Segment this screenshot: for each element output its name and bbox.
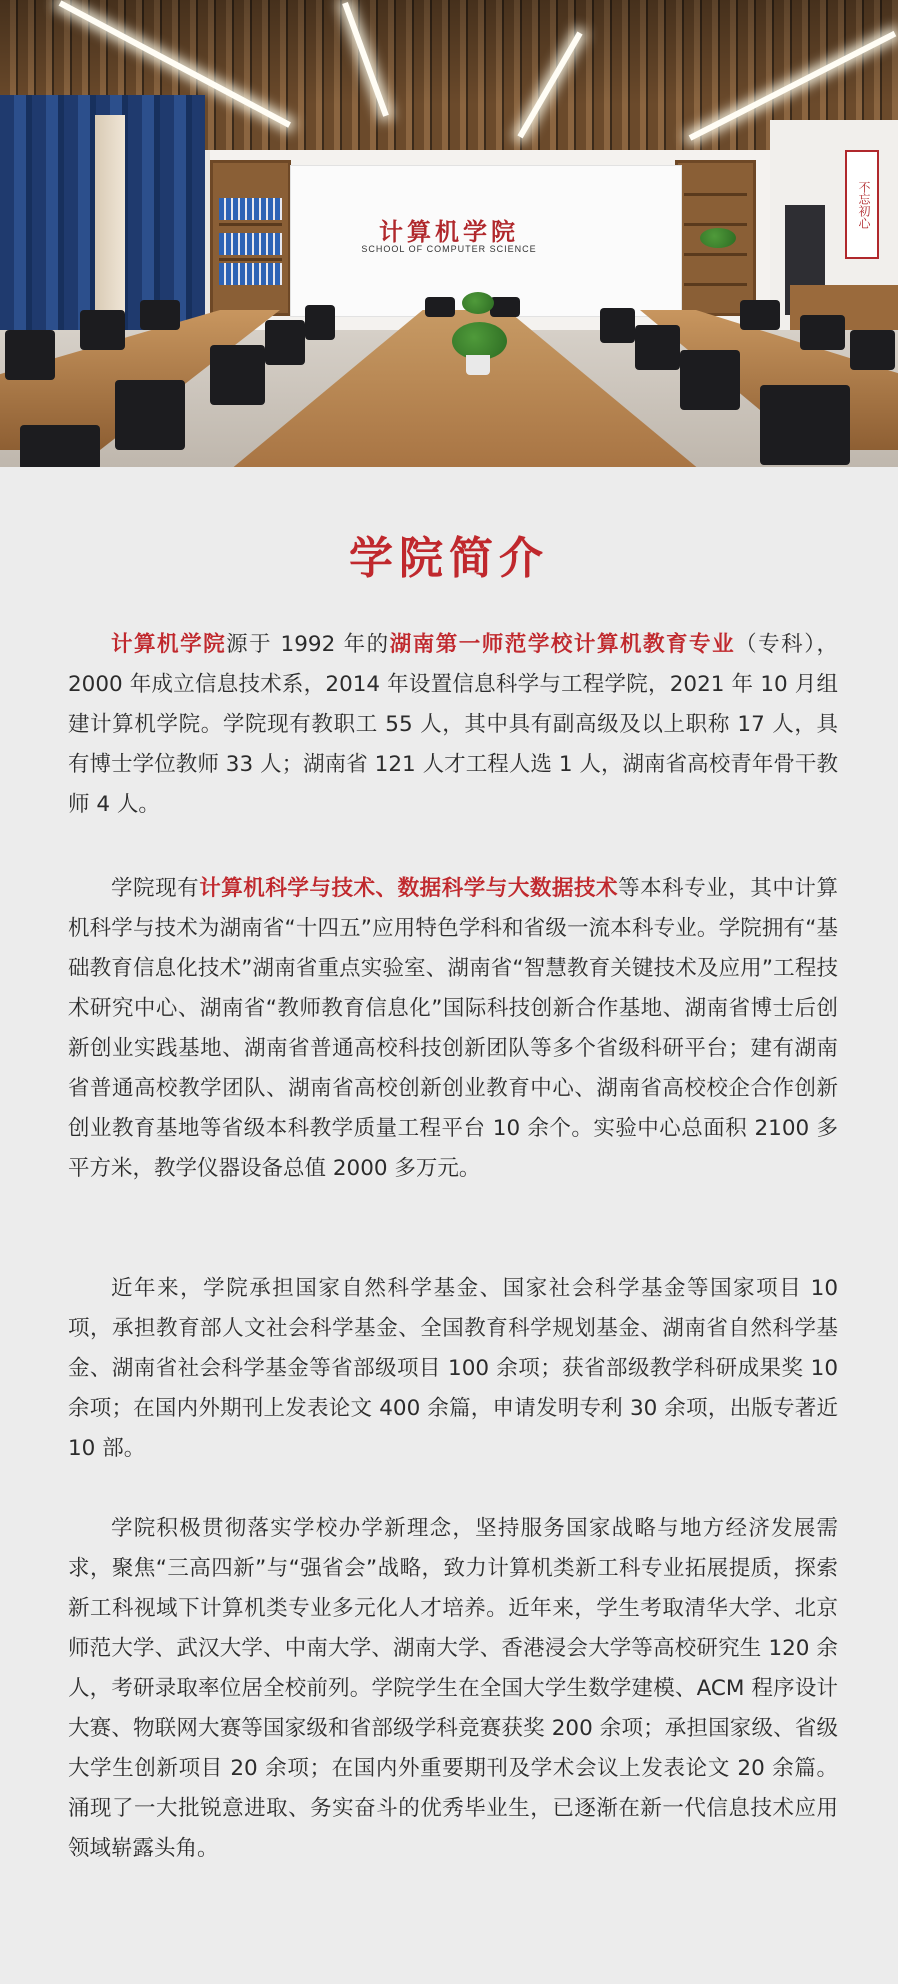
potted-plant <box>700 228 736 248</box>
highlight-text: 计算机科学与技术、数据科学与大数据技术 <box>199 876 619 901</box>
chair <box>760 385 850 465</box>
paragraph-text: 近年来，学院承担国家自然科学基金、国家社会科学基金等国家项目 10 项，承担教育部人文社会科学基金、全国教育科学规划基金、湖南省自然科学基金、湖南省社会科学基金等省部级项目 100 余项；获省部级教学科研成果奖 10 余项；在国内外期刊上发表论文 400 余篇，申请发明专利 30 余项，出版专著近 10 部。 <box>68 1276 838 1461</box>
paragraph-text: 等本科专业，其中计算机科学与技术为湖南省“十四五”应用特色学科和省级一流本科专业。学院拥有“基础教育信息化技术”湖南省重点实验室、湖南省“智慧教育关键技术及应用”工程技术研究中心、湖南省“教师教育信息化”国际科技创新合作基地、湖南省博士后创新创业实践基地、湖南省普通高校科技创新团队等多个省级科研平台；建有湖南省普通高校教学团队、湖南省高校创新创业教育中心、湖南省高校校企合作创新创业教育基地等省级本科教学质量工程平台 10 余个。实验中心总面积 2100 多平方米，教学仪器设备总值 2000 多万元。 <box>68 876 838 1181</box>
chair <box>210 345 265 405</box>
calligraphy-scroll: 不忘初心 <box>845 150 879 259</box>
chair <box>490 297 520 317</box>
plant-pot <box>466 355 490 375</box>
chair <box>800 315 845 350</box>
intro-paragraph-4 <box>68 1509 838 1869</box>
chair <box>5 330 55 380</box>
chair <box>80 310 125 350</box>
hero-photo <box>0 0 898 467</box>
chair <box>425 297 455 317</box>
intro-paragraph-3 <box>68 1269 838 1469</box>
chair <box>740 300 780 330</box>
chair <box>305 305 335 340</box>
chair <box>680 350 740 410</box>
paragraph-text: （专科），2000 年成立信息技术系，2014 年设置信息科学与工程学院，2021 年 10 月组建计算机学院。学院现有教职工 55 人，其中具有副高级及以上职称 17 人，具有博士学位教师 33 人；湖南省 121 人才工程人选 1 人，湖南省高校青年骨干教师 4 人。 <box>68 632 838 817</box>
highlight-text: 湖南第一师范学校计算机教育专业 <box>389 632 736 657</box>
shelf-row <box>219 258 282 261</box>
chair <box>600 308 635 343</box>
shelf-row <box>684 193 747 196</box>
chair <box>20 425 100 467</box>
paragraph-text: 学院积极贯彻落实学校办学新理念，坚持服务国家战略与地方经济发展需求，聚焦“三高四新”与“强省会”战略，致力计算机类新工科专业拓展提质，探索新工科视域下计算机类专业多元化人才培养。近年来，学生考取清华大学、北京师范大学、武汉大学、中南大学、湖南大学、香港浸会大学等高校研究生 120 余人，考研录取率位居全校前列。学院学生在全国大学生数学建模、ACM 程序设计大赛、物联网大赛等国家级和省部级学科竞赛获奖 200 余项；承担国家级、省级大学生创新项目 20 余项；在国内外重要期刊及学术会议上发表论文 20 余篇。涌现了一大批锐意进取、务实奋斗的优秀毕业生，已逐渐在新一代信息技术应用领域崭露头角。 <box>68 1516 838 1861</box>
intro-paragraph-2 <box>68 869 838 1189</box>
chair <box>850 330 895 370</box>
chair <box>635 325 680 370</box>
paragraph-text: 学院现有 <box>111 876 200 901</box>
intro-paragraph-1 <box>68 625 838 825</box>
chair <box>115 380 185 450</box>
wall-sign-title: 计算机学院 <box>379 217 519 246</box>
wall-sign-subtitle: SCHOOL OF COMPUTER SCIENCE <box>361 244 537 254</box>
page-title: 学院简介 <box>349 533 549 584</box>
potted-plant <box>462 292 494 314</box>
chair <box>265 320 305 365</box>
highlight-text: 计算机学院 <box>111 632 227 657</box>
chair <box>140 300 180 330</box>
paragraph-text: 源于 1992 年的 <box>226 632 390 657</box>
intro-section <box>0 467 898 1984</box>
binders <box>219 263 282 285</box>
shelf-row <box>684 283 747 286</box>
